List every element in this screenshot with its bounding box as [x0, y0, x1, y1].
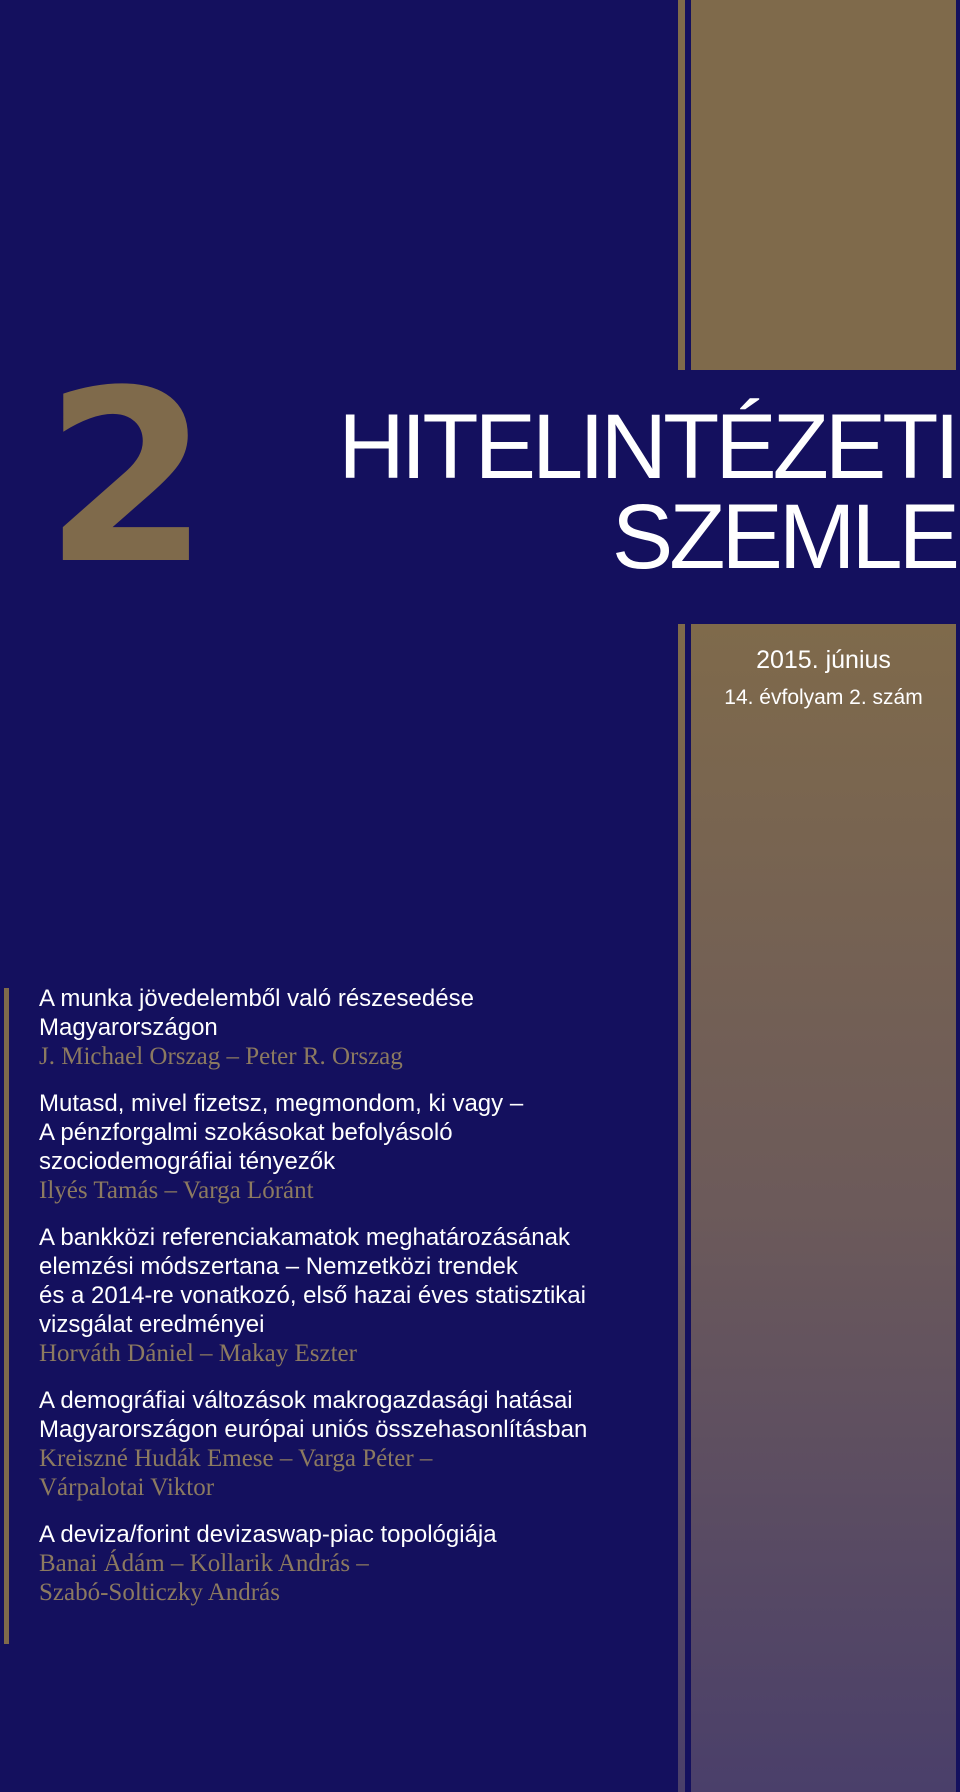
toc-entry-1 — [39, 984, 669, 1071]
toc-title-line: A pénzforgalmi szokásokat befolyásoló — [39, 1119, 453, 1146]
toc-author-line: J. Michael Orszag – Peter R. Orszag — [39, 1043, 403, 1070]
issue-volume: 14. évfolyam 2. szám — [724, 686, 923, 709]
toc-entry-5 — [39, 1520, 669, 1607]
toc-title-line: A munka jövedelemből való részesedése — [39, 985, 474, 1012]
journal-title-line-1: HITELINTÉZETI — [338, 396, 956, 498]
journal-title-line-2: SZEMLE — [611, 486, 956, 588]
table-of-contents — [39, 984, 669, 1625]
toc-entry-title — [39, 1223, 669, 1339]
toc-author-line: Banai Ádám – Kollarik András – — [39, 1550, 369, 1577]
journal-title — [256, 396, 956, 588]
toc-rule — [4, 988, 9, 1644]
toc-entry-3 — [39, 1223, 669, 1368]
toc-entry-authors — [39, 1549, 669, 1607]
toc-title-line: Magyarországon — [39, 1014, 218, 1041]
gold-bar-wide-top — [691, 0, 956, 370]
toc-entry-4 — [39, 1386, 669, 1502]
toc-title-line: Mutasd, mivel fizetsz, megmondom, ki vagy – — [39, 1090, 524, 1117]
gold-bar-wide-bottom — [691, 624, 956, 1792]
toc-entry-title — [39, 1520, 669, 1549]
toc-title-line: A deviza/forint devizaswap-piac topológiája — [39, 1521, 497, 1548]
toc-title-line: szociodemográfiai tényezők — [39, 1148, 336, 1175]
toc-author-line: Ilyés Tamás – Varga Lóránt — [39, 1177, 314, 1204]
toc-entry-authors — [39, 1339, 669, 1368]
toc-title-line: vizsgálat eredményei — [39, 1311, 265, 1338]
gold-bar-thin-bottom — [678, 624, 685, 1792]
toc-title-line: és a 2014-re vonatkozó, első hazai éves statisztikai — [39, 1282, 586, 1309]
toc-author-line: Várpalotai Viktor — [39, 1474, 215, 1501]
toc-entry-authors — [39, 1444, 669, 1502]
toc-entry-authors — [39, 1042, 669, 1071]
toc-title-line: elemzési módszertana – Nemzetközi trendek — [39, 1253, 518, 1280]
toc-entry-title — [39, 1089, 669, 1176]
toc-title-line: A bankközi referenciakamatok meghatározásának — [39, 1224, 570, 1251]
toc-entry-authors — [39, 1176, 669, 1205]
toc-author-line: Szabó-Solticzky András — [39, 1579, 280, 1606]
toc-entry-2 — [39, 1089, 669, 1205]
toc-title-line: A demográfiai változások makrogazdasági hatásai — [39, 1387, 573, 1414]
toc-entry-title — [39, 1386, 669, 1444]
issue-date: 2015. június — [756, 646, 891, 674]
issue-number: 2 — [44, 340, 204, 617]
toc-author-line: Kreiszné Hudák Emese – Varga Péter – — [39, 1445, 433, 1472]
gold-bar-thin-top — [678, 0, 685, 370]
toc-author-line: Horváth Dániel – Makay Eszter — [39, 1340, 357, 1367]
toc-entry-title — [39, 984, 669, 1042]
toc-title-line: Magyarországon európai uniós összehasonlításban — [39, 1416, 588, 1443]
